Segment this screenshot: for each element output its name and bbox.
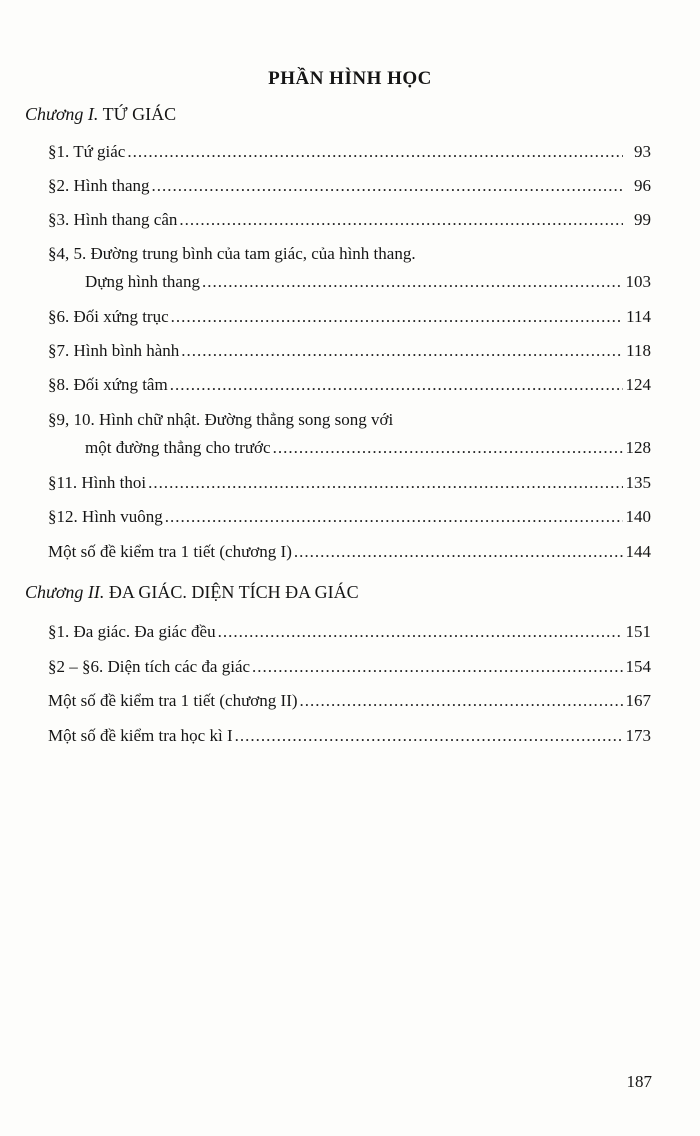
entry-title: một đường thẳng cho trước (85, 438, 271, 457)
dot-leader (273, 435, 623, 461)
chapter-heading-1 (25, 104, 176, 125)
entry-title: Một số đề kiểm tra học kì I (48, 726, 233, 745)
toc-entry[interactable] (48, 654, 651, 680)
toc-entry[interactable] (48, 207, 651, 233)
entry-title: Một số đề kiểm tra 1 tiết (chương II) (48, 691, 298, 710)
toc-entry[interactable] (48, 338, 651, 364)
dot-leader (294, 539, 623, 565)
entry-title: §1. Tứ giác (48, 142, 126, 161)
chapter-title: ĐA GIÁC. DIỆN TÍCH ĐA GIÁC (108, 582, 359, 602)
entry-page: 103 (625, 272, 651, 291)
dot-leader (235, 723, 623, 749)
entry-page: 118 (626, 341, 651, 360)
entry-title: §8. Đối xứng tâm (48, 375, 168, 394)
entry-title: Một số đề kiểm tra 1 tiết (chương I) (48, 542, 292, 561)
entry-title: Dựng hình thang (85, 272, 200, 291)
toc-entry[interactable] (48, 173, 651, 199)
chapter-title: TỨ GIÁC (102, 104, 177, 124)
entry-page: 96 (634, 176, 651, 195)
dot-leader (127, 139, 623, 165)
entry-page: 144 (625, 542, 651, 561)
dot-leader (179, 207, 623, 233)
dot-leader (181, 338, 623, 364)
chapter-heading-2 (25, 582, 359, 603)
toc-entry[interactable] (48, 304, 651, 330)
entry-page: 135 (625, 473, 651, 492)
dot-leader (152, 173, 623, 199)
toc-entry[interactable] (48, 241, 651, 295)
dot-leader (148, 470, 623, 496)
entry-page: 128 (625, 438, 651, 457)
dot-leader (170, 372, 623, 398)
dot-leader (165, 504, 623, 530)
dot-leader (300, 688, 623, 714)
toc-entry[interactable] (48, 407, 651, 461)
entry-title-line1: §4, 5. Đường trung bình của tam giác, của hình thang. (48, 244, 416, 263)
entry-page: 140 (625, 507, 651, 526)
page-number: 187 (626, 1072, 652, 1091)
dot-leader (218, 619, 623, 645)
entry-title: §1. Đa giác. Đa giác đều (48, 622, 216, 641)
entry-page: 114 (626, 307, 651, 326)
toc-entry[interactable] (48, 470, 651, 496)
entry-title: §7. Hình bình hành (48, 341, 180, 360)
entry-page: 151 (625, 622, 651, 641)
entry-title: §3. Hình thang cân (48, 210, 178, 229)
entry-page: 99 (634, 210, 651, 229)
toc-entry[interactable] (48, 372, 651, 398)
toc-entry[interactable] (48, 139, 651, 165)
entry-title: §12. Hình vuông (48, 507, 163, 526)
entry-title-line1: §9, 10. Hình chữ nhật. Đường thẳng song song với (48, 410, 394, 429)
entry-page: 93 (634, 142, 651, 161)
entry-page: 173 (625, 726, 651, 745)
entry-title: §2 – §6. Diện tích các đa giác (48, 657, 251, 676)
entry-title: §2. Hình thang (48, 176, 150, 195)
chapter-number: Chương I. (25, 104, 99, 124)
entry-page: 154 (625, 657, 651, 676)
entry-title: §6. Đối xứng trục (48, 307, 169, 326)
entry-page: 124 (625, 375, 651, 394)
dot-leader (171, 304, 623, 330)
toc-entry[interactable] (48, 688, 651, 714)
toc-entry[interactable] (48, 619, 651, 645)
dot-leader (202, 269, 623, 295)
chapter-number: Chương II. (25, 582, 105, 602)
toc-entry[interactable] (48, 539, 651, 565)
entry-title: §11. Hình thoi (48, 473, 147, 492)
entry-page: 167 (625, 691, 651, 710)
dot-leader (252, 654, 623, 680)
toc-entry[interactable] (48, 504, 651, 530)
toc-entry[interactable] (48, 723, 651, 749)
part-title: PHẦN HÌNH HỌC (268, 68, 432, 89)
